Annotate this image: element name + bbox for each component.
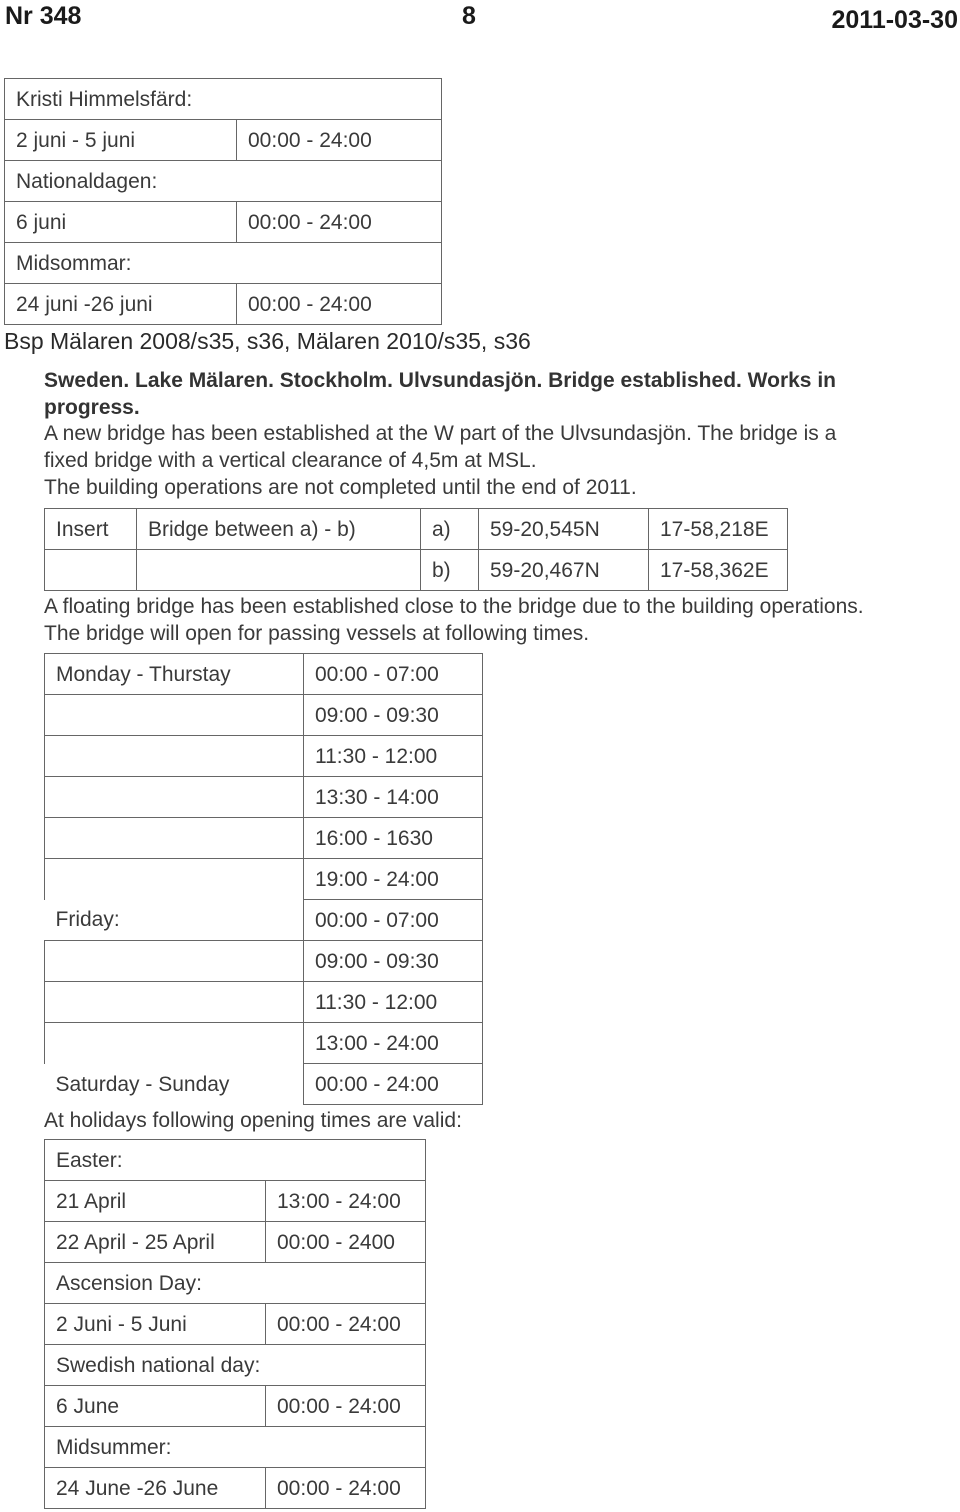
- table-row: [45, 736, 483, 777]
- table-cell: 24 juni -26 juni: [5, 284, 237, 325]
- table-row: [45, 1263, 426, 1304]
- table-row: [45, 1181, 426, 1222]
- table-cell: [137, 550, 421, 591]
- page-number: 8: [462, 2, 476, 30]
- table-row: [5, 243, 442, 284]
- table-cell: Friday:: [45, 900, 304, 941]
- table-cell: 21 April: [45, 1181, 266, 1222]
- table-row: [45, 1222, 426, 1263]
- table-cell: 00:00 - 24:00: [304, 1064, 483, 1105]
- table-cell: [45, 736, 304, 777]
- paragraph-line: The bridge will open for passing vessels at following times.: [44, 622, 590, 645]
- table-row: [45, 777, 483, 818]
- table-row: [45, 1468, 426, 1509]
- paragraph-line: A new bridge has been established at the W part of the Ulvsundasjön. The bridge is a: [44, 422, 837, 445]
- table-row: [45, 941, 483, 982]
- notice-title-line: Sweden. Lake Mälaren. Stockholm. Ulvsundasjön. Bridge established. Works in: [44, 369, 836, 392]
- table-row: [45, 1064, 483, 1105]
- table-cell: Swedish national day:: [45, 1345, 426, 1386]
- table-cell: Midsommar:: [5, 243, 442, 284]
- table-row: [45, 982, 483, 1023]
- table-cell: 00:00 - 24:00: [266, 1468, 426, 1509]
- table-row: [45, 695, 483, 736]
- table-cell: 59-20,467N: [479, 550, 649, 591]
- table-cell: 59-20,545N: [479, 509, 649, 550]
- table-cell: 00:00 - 07:00: [304, 900, 483, 941]
- table-cell: 17-58,218E: [649, 509, 788, 550]
- table-row: [45, 509, 788, 550]
- table-cell: Easter:: [45, 1140, 426, 1181]
- table-cell: [45, 982, 304, 1023]
- table-cell: 2 juni - 5 juni: [5, 120, 237, 161]
- table-cell: 11:30 - 12:00: [304, 736, 483, 777]
- opening-times-table: [44, 653, 483, 1105]
- table-row: [45, 1140, 426, 1181]
- table-cell: [45, 859, 304, 900]
- table-cell: Insert: [45, 509, 137, 550]
- table-cell: 17-58,362E: [649, 550, 788, 591]
- table-cell: [45, 777, 304, 818]
- table-row: [45, 1023, 483, 1064]
- table-row: [45, 900, 483, 941]
- table-row: [5, 284, 442, 325]
- table-cell: Saturday - Sunday: [55, 1072, 230, 1096]
- paragraph-line: A floating bridge has been established close to the bridge due to the building operations.: [44, 595, 864, 618]
- paragraph-line: fixed bridge with a vertical clearance of 4,5m at MSL.: [44, 449, 537, 472]
- table-row: [45, 859, 483, 900]
- table-cell: Kristi Himmelsfärd:: [5, 79, 442, 120]
- table-cell: 00:00 - 24:00: [237, 120, 442, 161]
- table-cell: 13:00 - 24:00: [304, 1023, 483, 1064]
- table-cell: Bridge between a) - b): [137, 509, 421, 550]
- issue-date: 2011-03-30: [831, 6, 958, 34]
- holidays-intro: At holidays following opening times are valid:: [44, 1109, 462, 1132]
- table-cell: 09:00 - 09:30: [304, 695, 483, 736]
- notice-title-line: progress.: [44, 396, 140, 419]
- table-row: [5, 120, 442, 161]
- table-cell: Midsummer:: [45, 1427, 426, 1468]
- table-cell: 00:00 - 24:00: [237, 284, 442, 325]
- table-cell: 19:00 - 24:00: [304, 859, 483, 900]
- table-cell: 13:00 - 24:00: [266, 1181, 426, 1222]
- table-row: [5, 161, 442, 202]
- table-cell: 2 Juni - 5 Juni: [45, 1304, 266, 1345]
- table-row: [5, 79, 442, 120]
- english-holidays-table: [44, 1139, 426, 1509]
- table-cell: Ascension Day:: [45, 1263, 426, 1304]
- table-cell: Nationaldagen:: [5, 161, 442, 202]
- table-cell: 11:30 - 12:00: [304, 982, 483, 1023]
- table-cell: 16:00 - 1630: [304, 818, 483, 859]
- table-cell: [45, 941, 304, 982]
- chart-reference: Bsp Mälaren 2008/s35, s36, Mälaren 2010/s35, s36: [4, 328, 531, 354]
- table-cell: 6 juni: [5, 202, 237, 243]
- table-cell: b): [421, 550, 479, 591]
- table-row: [45, 1304, 426, 1345]
- table-cell: 00:00 - 24:00: [237, 202, 442, 243]
- insert-position-table: [44, 508, 788, 591]
- table-row: [45, 1345, 426, 1386]
- table-cell: 00:00 - 2400: [266, 1222, 426, 1263]
- table-cell: [45, 818, 304, 859]
- table-row: [45, 1427, 426, 1468]
- swedish-holidays-table: [4, 78, 442, 325]
- table-row: [5, 202, 442, 243]
- notice-number: Nr 348: [5, 2, 82, 30]
- table-cell: [45, 550, 137, 591]
- table-cell: [45, 695, 304, 736]
- table-row: [45, 654, 483, 695]
- paragraph-line: The building operations are not completed until the end of 2011.: [44, 476, 637, 499]
- table-row: [45, 818, 483, 859]
- table-row: [45, 1386, 426, 1427]
- table-cell: 24 June -26 June: [45, 1468, 266, 1509]
- table-row: [45, 550, 788, 591]
- table-cell: 00:00 - 24:00: [266, 1304, 426, 1345]
- table-cell: 22 April - 25 April: [45, 1222, 266, 1263]
- table-cell: [45, 1023, 304, 1064]
- table-cell: 13:30 - 14:00: [304, 777, 483, 818]
- table-cell: 00:00 - 24:00: [266, 1386, 426, 1427]
- table-cell: 09:00 - 09:30: [304, 941, 483, 982]
- table-cell: Monday - Thurstay: [45, 654, 304, 695]
- table-cell: a): [421, 509, 479, 550]
- notice-title: [44, 367, 924, 421]
- table-cell: 00:00 - 07:00: [304, 654, 483, 695]
- table-cell: 6 June: [45, 1386, 266, 1427]
